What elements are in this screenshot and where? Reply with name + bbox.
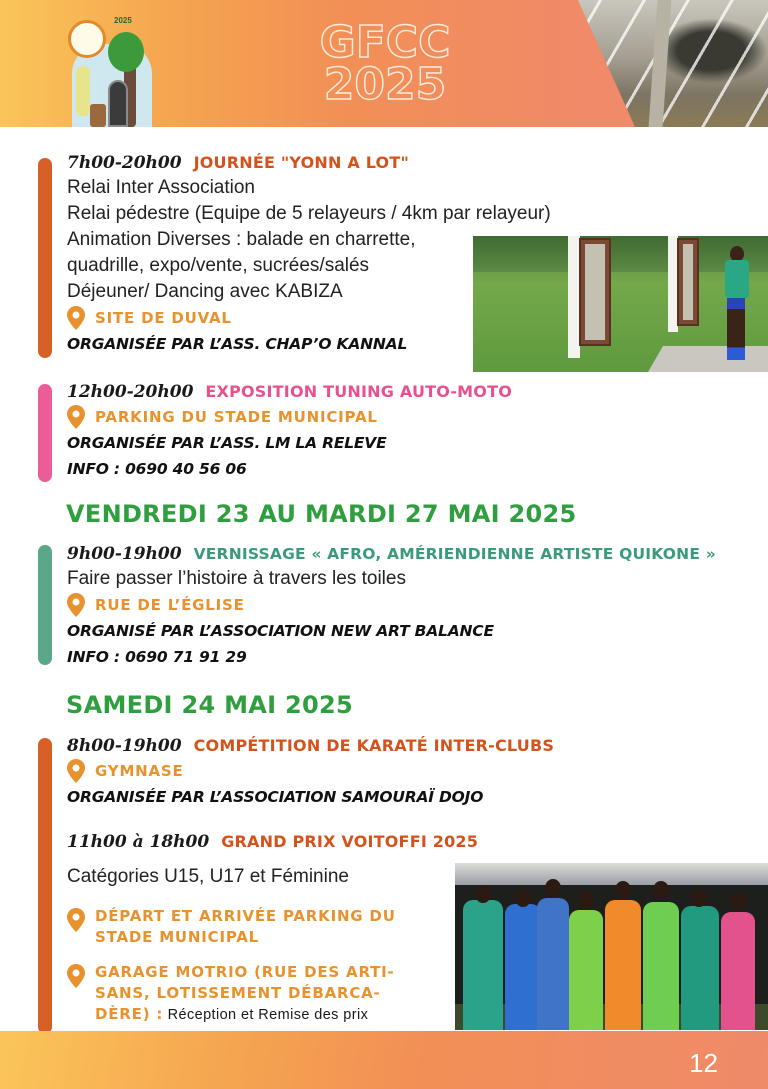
photo-cycling-podium [455, 863, 768, 1030]
runner-figure [721, 246, 751, 364]
drum-illustration [90, 104, 106, 127]
event-accent-bar [38, 158, 52, 358]
event-time: 12h00-20h00 [67, 382, 194, 402]
event-tuning-expo [67, 380, 512, 482]
event-time: 9h00-19h00 [67, 544, 182, 564]
event-location: RUE DE L’ÉGLISE [67, 592, 716, 618]
event-karate [67, 734, 554, 810]
event-vernissage [67, 542, 716, 670]
event-description: Faire passer l’histoire à travers les toiles [67, 568, 406, 589]
event-info-phone: INFO : 0690 71 91 29 [67, 648, 247, 666]
event-title: EXPOSITION TUNING AUTO-MOTO [205, 382, 513, 401]
event-description: Relai Inter Association [67, 177, 255, 198]
event-title: GRAND PRIX VOITOFFI 2025 [221, 832, 479, 851]
logo-year: 2025 [114, 16, 132, 25]
day-heading-saturday: SAMEDI 24 MAI 2025 [66, 691, 354, 719]
photo-relay-runner [473, 236, 768, 372]
event-accent-bar [38, 384, 52, 482]
event-time: 11h00 à 18h00 [67, 832, 210, 852]
day-heading-friday: VENDREDI 23 AU MARDI 27 MAI 2025 [66, 500, 577, 528]
event-location-awards: GARAGE MOTRIO (RUE DES ARTI- SANS, LOTISSEMENT DÉBARCA- DÈRE) : Réception et Remise des prix [67, 962, 478, 1026]
woman-illustration [76, 66, 90, 116]
location-pin-icon [67, 405, 85, 429]
header-photo-ruins [578, 0, 768, 127]
event-description: Relai pédestre (Equipe de 5 relayeurs / 4km par relayeur) [67, 203, 551, 224]
location-pin-icon [67, 964, 85, 988]
event-accent-bar [38, 545, 52, 665]
event-description: Déjeuner/ Dancing avec KABIZA [67, 281, 343, 302]
event-organizer: ORGANISÉE PAR L’ASS. LM LA RELEVE [67, 434, 387, 452]
location-pin-icon [67, 908, 85, 932]
event-description: Catégories U15, U17 et Féminine [67, 866, 349, 887]
event-grand-prix [67, 830, 478, 1026]
footer-band [0, 1031, 768, 1089]
event-time: 7h00-20h00 [67, 153, 182, 173]
door-illustration [108, 80, 128, 127]
event-description: quadrille, expo/vente, sucrées/salés [67, 255, 370, 276]
page-title: GFCC 2025 [319, 17, 451, 110]
event-description: Animation Diverses : balade en charrette, [67, 229, 416, 250]
event-time: 8h00-19h00 [67, 736, 182, 756]
event-location-start: DÉPART ET ARRIVÉE PARKING DU STADE MUNICIPAL [67, 906, 478, 948]
location-pin-icon [67, 759, 85, 783]
header-banner [0, 0, 768, 127]
event-location: SITE DE DUVAL [67, 305, 551, 331]
tree-illustration [108, 32, 144, 72]
event-organizer: ORGANISÉ PAR L’ASSOCIATION NEW ART BALANCE [67, 622, 494, 640]
event-title: VERNISSAGE « AFRO, AMÉRIENDIENNE ARTISTE QUIKONE » [193, 545, 716, 563]
event-location: PARKING DU STADE MUNICIPAL [67, 404, 512, 430]
page-number: 12 [689, 1048, 718, 1078]
logo-emblem [68, 20, 106, 58]
event-info-phone: INFO : 0690 40 56 06 [67, 460, 247, 478]
location-pin-icon [67, 593, 85, 617]
event-title: COMPÉTITION DE KARATÉ INTER-CLUBS [193, 736, 555, 755]
location-pin-icon [67, 306, 85, 330]
awards-note: Réception et Remise des prix [167, 1007, 369, 1023]
event-title: JOURNÉE "YONN A LOT" [193, 153, 409, 172]
festival-logo [62, 14, 158, 127]
event-organizer: ORGANISÉE PAR L’ASS. CHAP’O KANNAL [67, 335, 408, 353]
event-accent-bar [38, 738, 52, 1034]
event-organizer: ORGANISÉE PAR L’ASSOCIATION SAMOURAÏ DOJO [67, 788, 484, 806]
event-location: GYMNASE [67, 758, 554, 784]
